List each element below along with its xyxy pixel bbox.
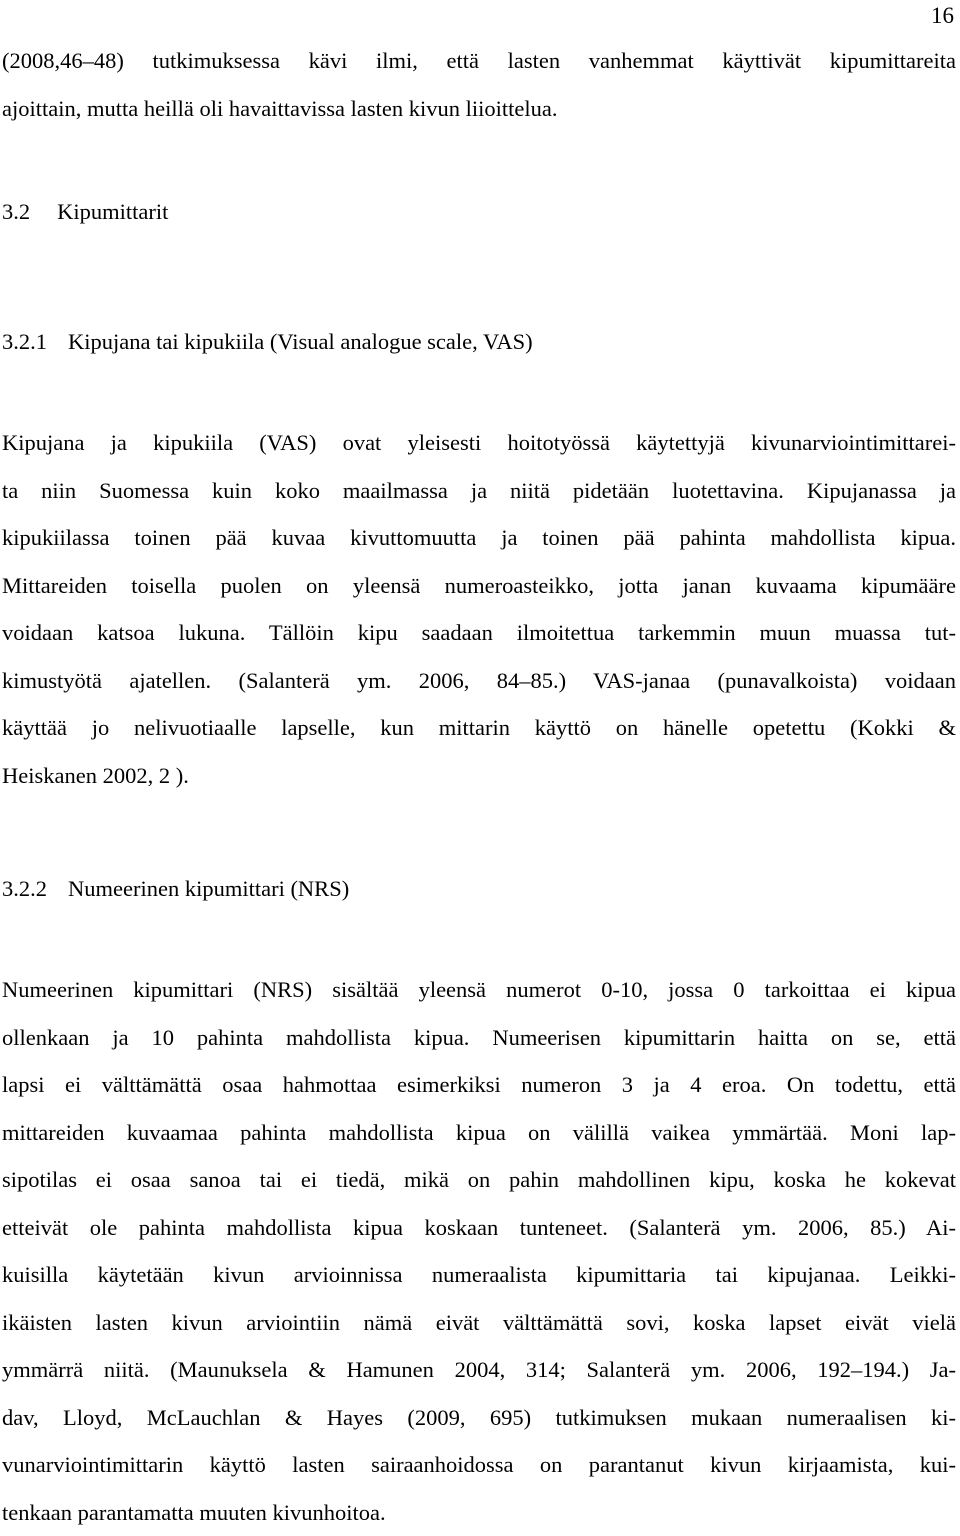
paragraph-line: mittareiden kuvaamaa pahinta mahdollista kipua on välillä vaikea ymmärtää. Moni lap- bbox=[2, 1109, 956, 1157]
subsection-title: Numeerinen kipumittari (NRS) bbox=[68, 876, 349, 901]
paragraph-line: tenkaan parantamatta muuten kivunhoitoa. bbox=[2, 1489, 956, 1536]
section-number: 3.2 bbox=[2, 197, 30, 227]
subsection-heading bbox=[2, 327, 533, 357]
paragraph-line: kimustyötä ajatellen. (Salanterä ym. 2006, 84–85.) VAS-janaa (punavalkoista) voidaan bbox=[2, 657, 956, 705]
paragraph-line: ymmärrä niitä. (Maunuksela & Hamunen 2004, 314; Salanterä ym. 2006, 192–194.) Ja- bbox=[2, 1346, 956, 1394]
paragraph-line: ta niin Suomessa kuin koko maailmassa ja niitä pidetään luotettavina. Kipujanassa ja bbox=[2, 467, 956, 515]
vas-paragraph bbox=[2, 419, 956, 799]
paragraph-line: voidaan katsoa lukuna. Tällöin kipu saadaan ilmoitettua tarkemmin muun muassa tut- bbox=[2, 609, 956, 657]
paragraph-line: ollenkaan ja 10 pahinta mahdollista kipua. Numeerisen kipumittarin haitta on se, että bbox=[2, 1014, 956, 1062]
paragraph-line: (2008,46–48) tutkimuksessa kävi ilmi, että lasten vanhemmat käyttivät kipumittareita bbox=[2, 37, 956, 85]
section-heading bbox=[2, 197, 168, 227]
paragraph-line: ajoittain, mutta heillä oli havaittavissa lasten kivun liioittelua. bbox=[2, 85, 956, 133]
section-title: Kipumittarit bbox=[57, 199, 168, 224]
nrs-paragraph bbox=[2, 966, 956, 1536]
paragraph-line: lapsi ei välttämättä osaa hahmottaa esimerkiksi numeron 3 ja 4 eroa. On todettu, että bbox=[2, 1061, 956, 1109]
paragraph-line: dav, Lloyd, McLauchlan & Hayes (2009, 695) tutkimuksen mukaan numeraalisen ki- bbox=[2, 1394, 956, 1442]
subsection-number: 3.2.2 bbox=[2, 874, 47, 904]
page-number: 16 bbox=[931, 2, 954, 30]
subsection-title: Kipujana tai kipukiila (Visual analogue scale, VAS) bbox=[68, 329, 533, 354]
paragraph-line: Kipujana ja kipukiila (VAS) ovat yleisesti hoitotyössä käytettyjä kivunarviointimittarei- bbox=[2, 419, 956, 467]
paragraph-line: Mittareiden toisella puolen on yleensä numeroasteikko, jotta janan kuvaama kipumääre bbox=[2, 562, 956, 610]
paragraph-line: etteivät ole pahinta mahdollista kipua koskaan tunteneet. (Salanterä ym. 2006, 85.) Ai- bbox=[2, 1204, 956, 1252]
paragraph-line: Numeerinen kipumittari (NRS) sisältää yleensä numerot 0-10, jossa 0 tarkoittaa ei kipua bbox=[2, 966, 956, 1014]
paragraph-line: kuisilla käytetään kivun arvioinnissa numeraalista kipumittaria tai kipujanaa. Leikki- bbox=[2, 1251, 956, 1299]
intro-paragraph bbox=[2, 37, 956, 132]
paragraph-line: käyttää jo nelivuotiaalle lapselle, kun mittarin käyttö on hänelle opetettu (Kokki & bbox=[2, 704, 956, 752]
subsection-number: 3.2.1 bbox=[2, 327, 47, 357]
paragraph-line: sipotilas ei osaa sanoa tai ei tiedä, mikä on pahin mahdollinen kipu, koska he kokevat bbox=[2, 1156, 956, 1204]
paragraph-line: kipukiilassa toinen pää kuvaa kivuttomuutta ja toinen pää pahinta mahdollista kipua. bbox=[2, 514, 956, 562]
paragraph-line: ikäisten lasten kivun arviointiin nämä eivät välttämättä sovi, koska lapset eivät vielä bbox=[2, 1299, 956, 1347]
subsection-heading bbox=[2, 874, 349, 904]
paragraph-line: Heiskanen 2002, 2 ). bbox=[2, 752, 956, 800]
paragraph-line: vunarviointimittarin käyttö lasten sairaanhoidossa on parantanut kivun kirjaamista, kui- bbox=[2, 1441, 956, 1489]
